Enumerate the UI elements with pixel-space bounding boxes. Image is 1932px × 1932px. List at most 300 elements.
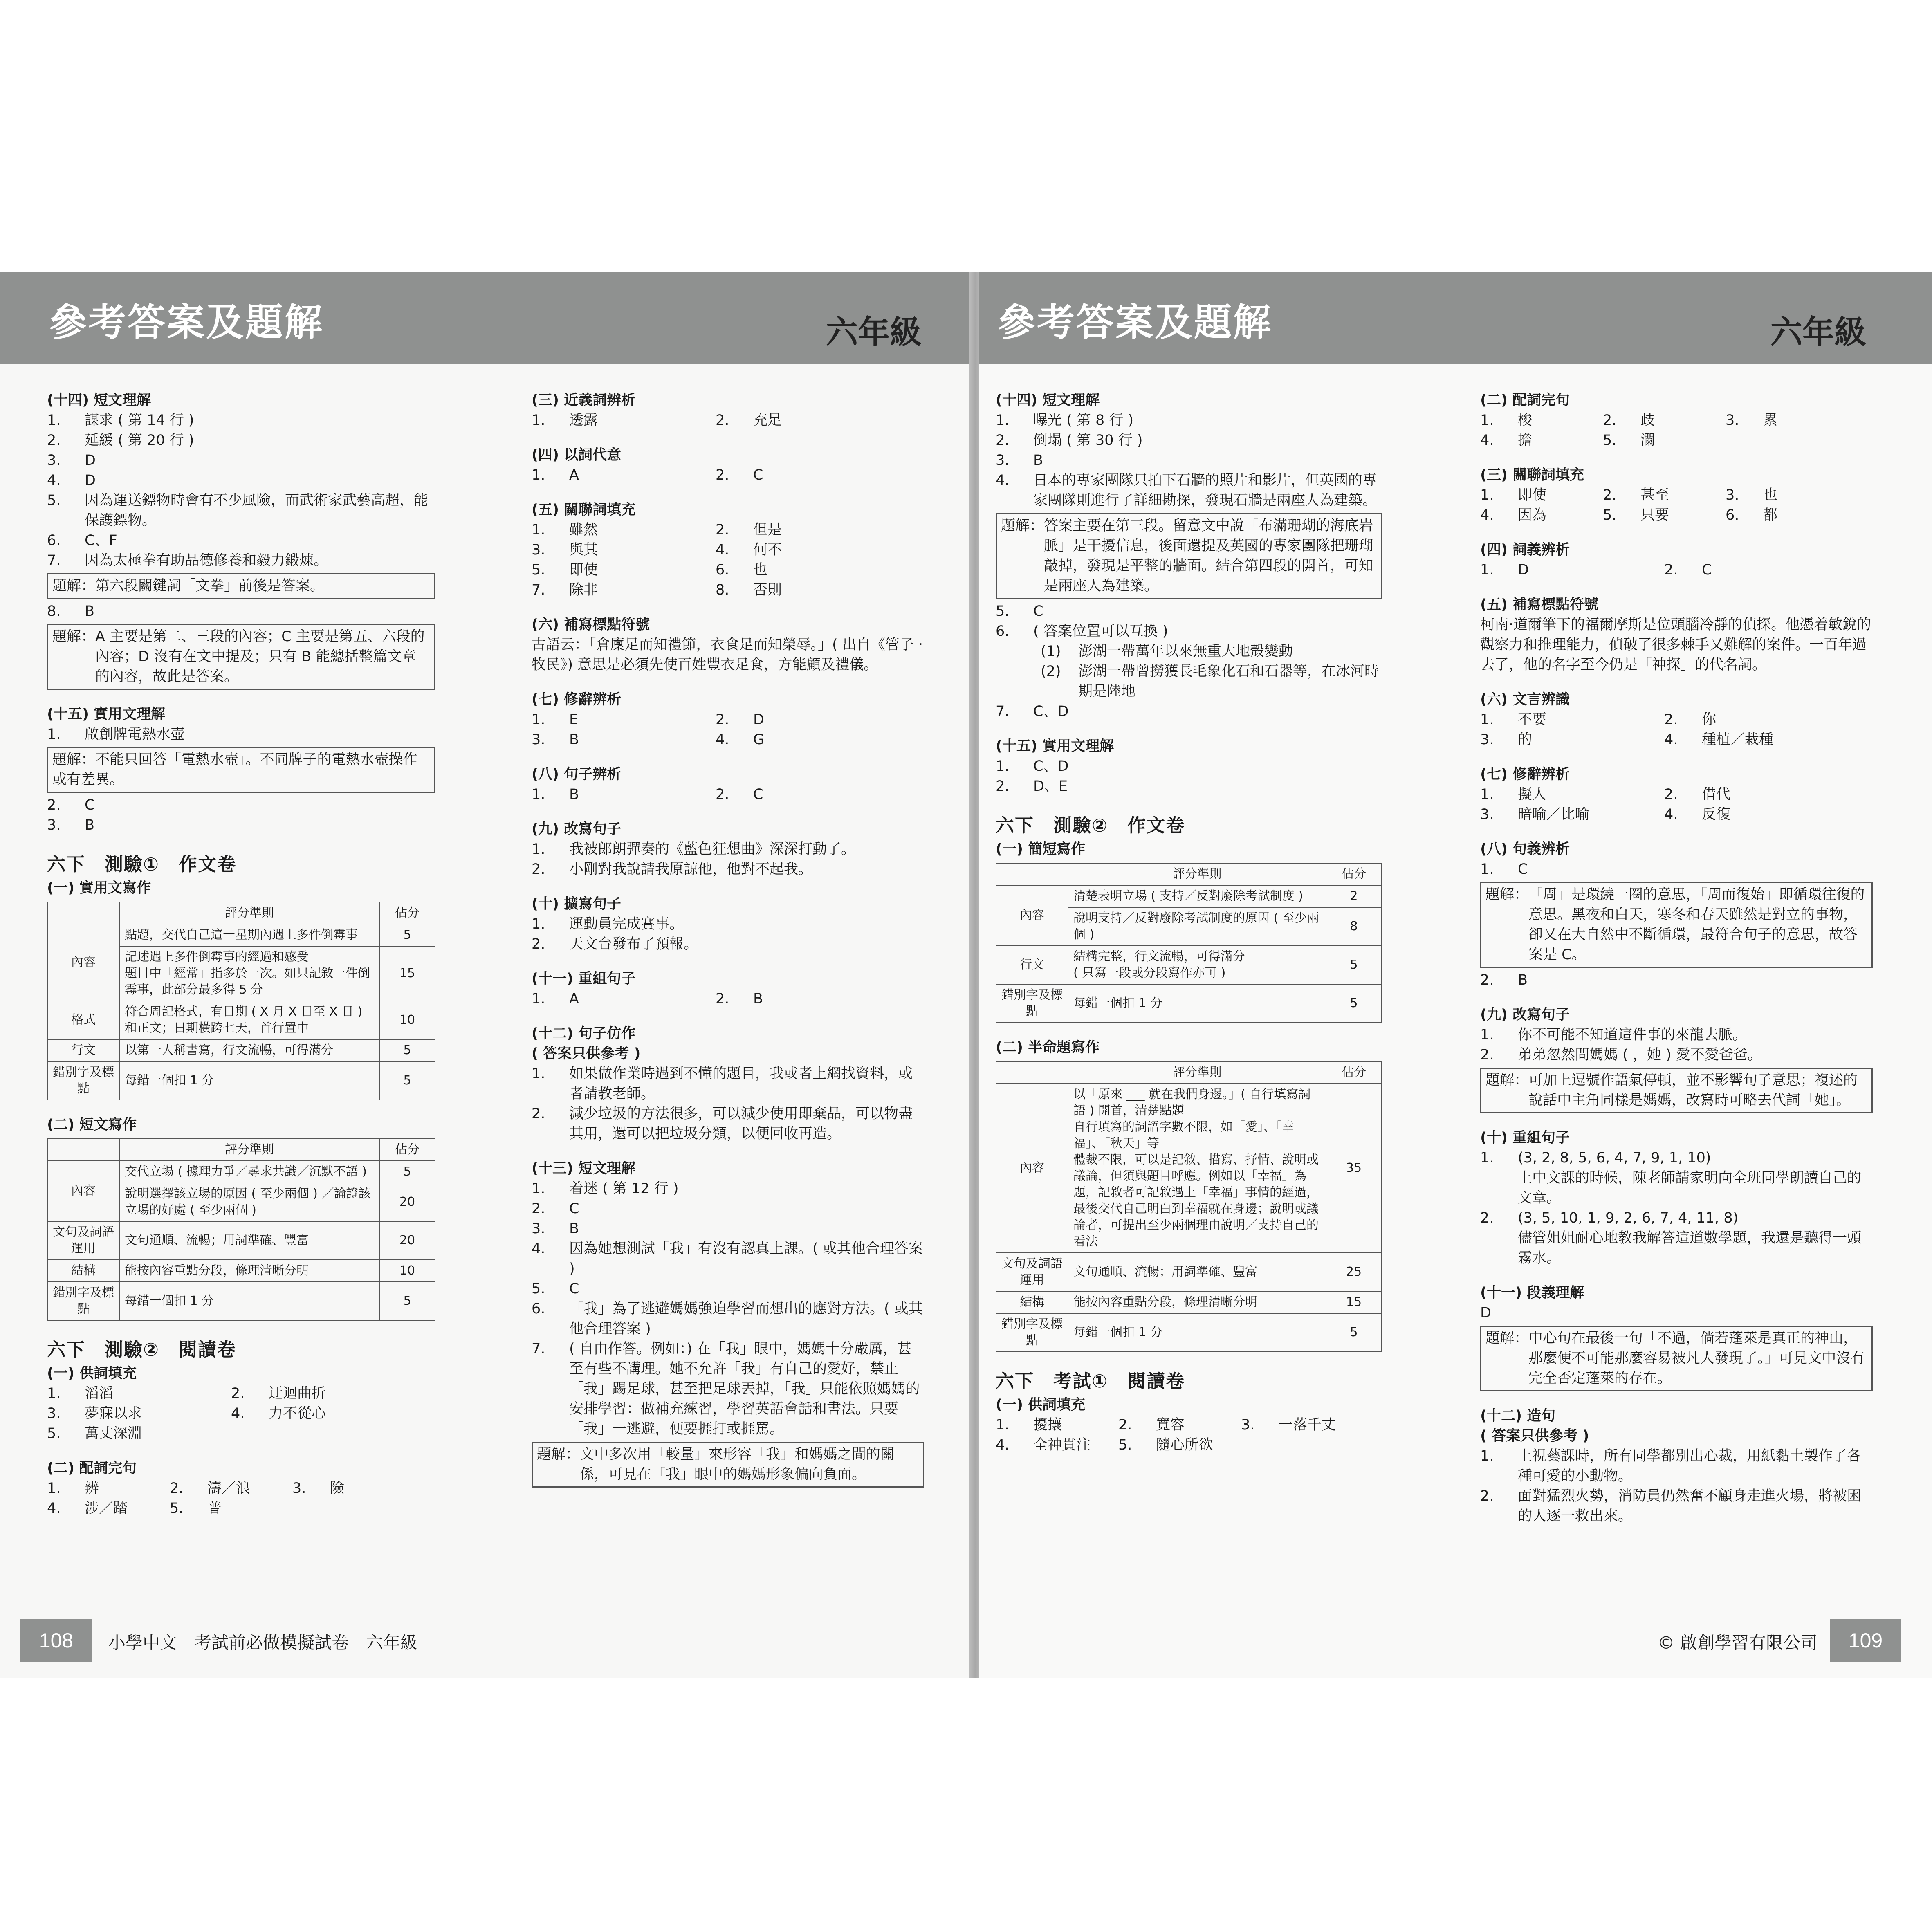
header-cell (996, 1061, 1068, 1084)
section-title: (十五) 實用文理解 (47, 706, 166, 723)
list-item (47, 1404, 231, 1424)
item-text: 澎湖一帶萬年以來無重大地殼變動 (1078, 643, 1293, 660)
item-number: 4. (1480, 432, 1494, 449)
item-number: 3. (532, 1221, 545, 1237)
item-text: C (85, 797, 95, 813)
criteria-cell: 能按內容重點分段，條理清晰分明 (1068, 1291, 1326, 1313)
item-number: 3. (47, 817, 61, 833)
part-title: 六下 測驗② 閱讀卷 (47, 1339, 237, 1360)
item-text: 除非 (569, 582, 598, 598)
item-text: C (569, 1281, 579, 1297)
list-item (532, 1339, 924, 1439)
answer-note (1480, 1326, 1873, 1391)
item-text: C (1702, 562, 1712, 578)
item-text: 夢寐以求 (85, 1405, 142, 1422)
list-item (1664, 730, 1848, 750)
item-text: 弟弟忽然問媽媽 ( ，她 ) 愛不愛爸爸。 (1518, 1047, 1762, 1063)
item-text: C (753, 467, 763, 483)
section-title: (七) 修辭辨析 (532, 691, 622, 708)
table-row (996, 885, 1382, 907)
section-title: (九) 改寫句子 (1480, 1007, 1570, 1023)
list-item (716, 710, 900, 730)
item-number: 5. (47, 492, 61, 509)
table-header-row (47, 1139, 435, 1161)
table-row (47, 1039, 435, 1061)
list-item (1726, 485, 1848, 505)
item-text: 的 (1518, 732, 1533, 748)
section-subtitle: ( 答案只供參考 ) (1480, 1428, 1589, 1444)
item-text: 一落千丈 (1279, 1417, 1336, 1433)
score-cell: 10 (379, 1001, 435, 1039)
item-number: 5. (532, 562, 545, 578)
criteria-cell: 說明選擇該立場的原因 ( 至少兩個 ) ／論證該立場的好處 ( 至少兩個 ) (119, 1183, 379, 1221)
item-number: 2. (996, 432, 1010, 449)
list-item (1480, 431, 1603, 451)
item-number: 1. (47, 726, 61, 743)
score-cell: 2 (1326, 885, 1382, 907)
item-text: 儘管姐姐耐心地教我解答這道數學題，我還是聽得一頭霧水。 (1518, 1230, 1862, 1266)
list-item (1480, 710, 1664, 730)
score-cell: 5 (379, 1282, 435, 1320)
item-text: (3, 2, 8, 5, 6, 4, 7, 9, 1, 10) (1518, 1150, 1711, 1166)
item-text: 滔滔 (85, 1385, 114, 1402)
item-number: 1. (532, 841, 545, 857)
grade-label: 六年級 (1770, 314, 1867, 351)
item-number: 1. (47, 1385, 61, 1402)
item-text: D (1518, 562, 1529, 578)
item-number: 2. (716, 467, 729, 483)
criteria-cell: 文句通順、流暢；用詞準確、豐富 (119, 1221, 379, 1260)
item-number: 4. (532, 1241, 545, 1257)
list-item (1480, 1025, 1873, 1045)
section-title: (三) 近義詞辨析 (532, 392, 636, 408)
section-title: (二) 配詞完句 (1480, 392, 1570, 408)
item-number: 1. (1480, 1448, 1494, 1464)
list-item (231, 1404, 415, 1424)
item-number: 8. (47, 603, 61, 619)
item-text: 涉／踏 (85, 1500, 128, 1517)
list-item (47, 451, 435, 471)
list-item (1041, 642, 1382, 662)
section-title: (一) 實用文寫作 (47, 880, 151, 896)
item-number: 6. (47, 532, 61, 549)
item-number: 7. (47, 552, 61, 569)
item-text: 着迷 ( 第 12 行 ) (569, 1180, 679, 1197)
list-item (532, 1299, 924, 1339)
category-cell: 文句及詞語運用 (996, 1253, 1068, 1291)
item-text: C (569, 1200, 579, 1217)
item-number: 1. (532, 522, 545, 538)
item-text: 累 (1763, 412, 1778, 429)
list-item (996, 601, 1382, 622)
section-title: (六) 文言辨識 (1480, 691, 1570, 708)
list-item (996, 471, 1382, 511)
rubric-table (47, 1138, 435, 1321)
item-text: 擾攘 (1033, 1417, 1062, 1433)
item-text: D (85, 472, 96, 489)
category-cell: 格式 (47, 1001, 119, 1039)
header-band (979, 272, 1932, 364)
item-text: 隨心所欲 (1156, 1437, 1214, 1453)
list-item (716, 785, 900, 805)
item-text: 減少垃圾的方法很多，可以減少使用即棄品，可以物盡其用，還可以把垃圾分類，以便回收再造。 (569, 1106, 913, 1142)
page-number: 109 (1830, 1619, 1901, 1662)
rubric-table (47, 902, 435, 1100)
item-number: 1. (1480, 412, 1494, 429)
item-number: 3. (292, 1480, 306, 1497)
answer-note (1480, 1068, 1873, 1113)
list-item (996, 431, 1382, 451)
answer-note (532, 1442, 924, 1488)
list-item (1480, 1208, 1873, 1228)
item-number: 1. (532, 412, 545, 429)
list-item (716, 540, 900, 560)
item-number: 2. (1118, 1417, 1132, 1433)
item-number: 1. (1480, 1027, 1494, 1043)
footer-right (1470, 1619, 1928, 1662)
list-item (47, 1384, 231, 1404)
section-title: (一) 供詞填充 (47, 1365, 137, 1382)
section-subtitle: ( 答案只供參考 ) (532, 1046, 641, 1062)
item-text: 上視藝課時，所有同學都別出心裁，用紙黏土製作了各種可愛的小動物。 (1518, 1448, 1862, 1484)
item-number: 4. (231, 1405, 245, 1422)
part-title: 六下 測驗② 作文卷 (996, 815, 1185, 836)
item-number: 7. (532, 582, 545, 598)
score-cell: 25 (1326, 1253, 1382, 1291)
item-text: 借代 (1702, 786, 1731, 803)
item-number: 4. (996, 472, 1010, 489)
rubric-table (996, 1061, 1382, 1352)
list-item (1480, 1148, 1873, 1168)
item-text: 天文台發布了預報。 (569, 936, 698, 952)
item-number: 2. (231, 1385, 245, 1402)
category-cell: 行文 (996, 946, 1068, 984)
criteria-cell: 每錯一個扣 1 分 (1068, 984, 1326, 1023)
item-text: C (753, 786, 763, 803)
item-number: 3. (47, 1405, 61, 1422)
note-label: 題解： (1001, 518, 1044, 534)
section-title: (二) 短文寫作 (47, 1117, 137, 1133)
score-cell: 35 (1326, 1084, 1382, 1253)
list-item (47, 1424, 231, 1444)
table-header-row (996, 1061, 1382, 1084)
table-header-row (47, 902, 435, 924)
rubric-table (996, 863, 1382, 1023)
item-text: 寬容 (1156, 1417, 1185, 1433)
item-number: 6. (716, 562, 729, 578)
item-number: 2. (716, 522, 729, 538)
section-title: (十一) 重組句子 (532, 971, 636, 987)
page-title: 參考答案及題解 (49, 301, 324, 344)
item-number: 3. (1480, 806, 1494, 823)
item-text: 因為她想測試「我」有沒有認真上課。( 或其他合理答案 ) (569, 1241, 923, 1277)
item-number: 1. (532, 916, 545, 932)
list-item (532, 914, 924, 934)
item-number: 3. (1726, 412, 1739, 429)
item-text: C、F (85, 532, 117, 549)
item-number: 3. (996, 452, 1010, 469)
section-title: (七) 修辭辨析 (1480, 766, 1570, 783)
item-number: 2. (532, 861, 545, 877)
list-item (996, 1415, 1118, 1435)
item-text: G (753, 732, 765, 748)
list-item (532, 710, 716, 730)
item-text: 辨 (85, 1480, 99, 1497)
table-row (996, 984, 1382, 1023)
list-item (532, 785, 716, 805)
item-number: 1. (1480, 487, 1494, 503)
list-item (47, 795, 435, 815)
item-text: C (1033, 603, 1043, 619)
item-text: 也 (753, 562, 768, 578)
score-cell: 5 (379, 1161, 435, 1183)
list-item (532, 1199, 924, 1219)
header-cell: 評分準則 (119, 902, 379, 924)
section-title: (二) 配詞完句 (47, 1460, 137, 1476)
list-item (532, 1219, 924, 1239)
item-number: 4. (1664, 732, 1678, 748)
item-text: 你 (1702, 711, 1717, 728)
item-number: (1) (1041, 643, 1061, 660)
list-item (1664, 805, 1848, 825)
item-text: C (1518, 861, 1528, 877)
item-number: 2. (996, 778, 1010, 794)
header-cell (996, 863, 1068, 885)
criteria-cell: 以「原來 ___ 就在我們身邊。」( 自行填寫詞語 ) 開首，清楚點題 自行填寫的詞語字數不限，如「愛」、「幸福」、「秋天」等 體裁不限，可以是記敘、描寫、抒情、說明或議論，但須與題目呼應。例如以「幸福」為題，記敘者可記敘遇上「幸福」事情的經過，最後交代自己明白到幸福就在身邊；說明或議論者，可提出至少兩個理由說明／支持自己的看法 (1068, 1084, 1326, 1253)
criteria-cell: 符合周記格式，有日期 ( X 月 X 日至 X 日 ) 和正文；日期橫跨七天，首行置中 (119, 1001, 379, 1039)
left-column-2 (532, 390, 924, 1490)
item-text: E (569, 711, 579, 728)
item-number: 2. (1664, 711, 1678, 728)
item-number: 1. (1480, 786, 1494, 803)
item-text: 延緩 ( 第 20 行 ) (85, 432, 194, 449)
item-number: 3. (1480, 732, 1494, 748)
item-number: 1. (996, 758, 1010, 774)
list-item (996, 451, 1382, 471)
item-text: 普 (207, 1500, 222, 1517)
item-number: 3. (532, 542, 545, 558)
category-cell: 文句及詞語運用 (47, 1221, 119, 1260)
category-cell: 內容 (996, 1084, 1068, 1253)
criteria-cell: 以第一人稱書寫，行文流暢，可得滿分 (119, 1039, 379, 1061)
item-text: B (569, 732, 579, 748)
item-number: 5. (1603, 432, 1617, 449)
list-item (47, 815, 435, 835)
note-text: A 主要是第二、三段的內容；C 主要是第五、六段的內容；D 沒有在文中提及；只有 B 能總括整篇文章的內容，故此是答案。 (95, 628, 425, 685)
table-row (47, 1001, 435, 1039)
table-row (996, 1313, 1382, 1352)
publisher-text: © 啟創學習有限公司 (1657, 1633, 1818, 1653)
item-text: 充足 (753, 412, 782, 429)
table-row (996, 1291, 1382, 1313)
score-cell: 5 (379, 924, 435, 946)
category-cell: 內容 (996, 885, 1068, 946)
criteria-cell: 每錯一個扣 1 分 (1068, 1313, 1326, 1352)
list-item (1664, 785, 1848, 805)
item-text: B (753, 991, 763, 1007)
section-title: (十三) 短文理解 (532, 1160, 636, 1177)
item-text: B (85, 817, 95, 833)
item-text: 小剛對我說請我原諒他，他對不起我。 (569, 861, 813, 877)
item-text: 但是 (753, 522, 782, 538)
item-text: 擔 (1518, 432, 1533, 449)
item-number: 1. (996, 412, 1010, 429)
list-item (1480, 730, 1664, 750)
item-number: 2. (716, 786, 729, 803)
section-title: (十) 重組句子 (1480, 1130, 1570, 1146)
item-text: 因為 (1518, 507, 1547, 523)
item-number: 2. (1480, 1047, 1494, 1063)
list-item (532, 934, 924, 954)
section-title: (十) 擴寫句子 (532, 896, 622, 912)
header-cell (47, 902, 119, 924)
list-item (170, 1479, 292, 1499)
score-cell: 20 (379, 1221, 435, 1260)
item-number: 1. (1480, 711, 1494, 728)
note-label: 題解： (1485, 886, 1529, 903)
item-text: B (85, 603, 95, 619)
list-item (47, 1479, 170, 1499)
list-item (1603, 431, 1726, 451)
list-item (1480, 1486, 1873, 1526)
list-item (1480, 411, 1603, 431)
item-text: 面對猛烈火勢，消防員仍然奮不顧身走進火場，將被困的人逐一救出來。 (1518, 1488, 1862, 1524)
category-cell: 結構 (47, 1260, 119, 1282)
section-title: (一) 供詞填充 (996, 1397, 1086, 1413)
list-item (47, 411, 435, 431)
right-column-1 (996, 390, 1382, 1455)
item-text: 都 (1763, 507, 1778, 523)
score-cell: 5 (379, 1061, 435, 1100)
answer-note (47, 624, 435, 690)
item-number: 5. (1603, 507, 1617, 523)
list-item (1118, 1415, 1241, 1435)
item-number: 2. (170, 1480, 184, 1497)
answer-note: 題解：第六段關鍵詞「文拳」前後是答案。 (47, 573, 435, 599)
list-item (716, 580, 900, 600)
section-title: (八) 句義辨析 (1480, 841, 1570, 857)
item-number: 6. (1726, 507, 1739, 523)
item-text: 濤／浪 (207, 1480, 251, 1497)
item-number: 2. (1480, 1488, 1494, 1504)
table-row (47, 1221, 435, 1260)
item-number: 1. (532, 1066, 545, 1082)
footer-left (20, 1619, 511, 1662)
list-item (1480, 1228, 1873, 1268)
item-text: B (1033, 452, 1043, 469)
table-row (47, 1260, 435, 1282)
table-row (47, 1161, 435, 1183)
list-item (716, 730, 900, 750)
list-item (532, 1064, 924, 1104)
item-text: 暗喻／比喻 (1518, 806, 1590, 823)
criteria-cell: 交代立場 ( 據理力爭／尋求共識／沉默不語 ) (119, 1161, 379, 1183)
item-number (1480, 1168, 1518, 1208)
category-cell: 內容 (47, 924, 119, 1001)
category-cell: 結構 (996, 1291, 1068, 1313)
item-number: 5. (1118, 1437, 1132, 1453)
item-text: B (1518, 972, 1528, 988)
item-number: 2. (1480, 972, 1494, 988)
note-text: 中心句在最後一句「不過，倘若蓬萊是真正的神山，那麼便不可能那麼容易被凡人發現了。」可見文中沒有完全否定蓬萊的存在。 (1528, 1330, 1865, 1387)
score-cell: 20 (379, 1183, 435, 1221)
answer-note: 題解：不能只回答「電熱水壺」。不同牌子的電熱水壺操作或有差異。 (47, 747, 435, 793)
item-text: 瀾 (1640, 432, 1655, 449)
criteria-cell: 點題，交代自己這一星期內遇上多件倒霉事 (119, 924, 379, 946)
item-text: 全神貫注 (1033, 1437, 1091, 1453)
item-number: 2. (716, 991, 729, 1007)
list-item (716, 465, 900, 485)
item-number: 2. (1603, 412, 1617, 429)
item-text: 「我」為了逃避媽媽強迫學習而想出的應對方法。( 或其他合理答案 ) (569, 1301, 923, 1337)
table-header-row (996, 863, 1382, 885)
list-item (1041, 662, 1382, 702)
criteria-cell: 說明支持／反對廢除考試制度的原因 ( 至少兩個 ) (1068, 907, 1326, 946)
score-cell: 5 (379, 1039, 435, 1061)
item-text: 反復 (1702, 806, 1731, 823)
table-row (47, 924, 435, 946)
item-text: 力不從心 (269, 1405, 326, 1422)
right-page (979, 272, 1932, 1678)
list-item (1603, 411, 1726, 431)
list-item (532, 465, 716, 485)
list-item (1480, 805, 1664, 825)
list-item (532, 520, 716, 540)
item-number: 2. (532, 1106, 545, 1122)
item-number: 2. (532, 936, 545, 952)
category-cell: 錯別字及標點 (47, 1282, 119, 1320)
right-column-2 (1480, 390, 1873, 1526)
list-item (532, 1239, 924, 1279)
item-text: 何不 (753, 542, 782, 558)
list-item (1480, 785, 1664, 805)
section-title: (十一) 段義理解 (1480, 1285, 1584, 1301)
category-cell: 錯別字及標點 (996, 984, 1068, 1023)
item-text: 梭 (1518, 412, 1533, 429)
header-cell: 佔分 (379, 902, 435, 924)
paragraph-text: 古語云：「倉廩足而知禮節，衣食足而知榮辱。」( 出自《管子 ‧ 牧民》) 意思是必須先使百姓豐衣足食，方能顧及禮儀。 (532, 637, 923, 673)
item-text: 倒塌 ( 第 30 行 ) (1033, 432, 1143, 449)
item-number: 1. (532, 467, 545, 483)
section-title: (十四) 短文理解 (996, 392, 1100, 408)
item-number: 4. (716, 732, 729, 748)
item-text: 不要 (1518, 711, 1547, 728)
page-number: 108 (20, 1619, 92, 1662)
header-cell: 評分準則 (1068, 863, 1326, 885)
item-text: 歧 (1640, 412, 1655, 429)
list-item (716, 520, 900, 540)
item-text: 即使 (569, 562, 598, 578)
note-label: 題解： (1485, 1330, 1529, 1346)
list-item (170, 1499, 292, 1519)
item-text: C、D (1033, 703, 1069, 720)
list-item (1726, 411, 1848, 431)
item-text: 否則 (753, 582, 782, 598)
header-cell: 評分準則 (1068, 1061, 1326, 1084)
item-number: 3. (532, 732, 545, 748)
item-text: B (569, 786, 579, 803)
section-title: (八) 句子辨析 (532, 766, 622, 783)
item-number: 4. (47, 472, 61, 489)
item-text: 謀求 ( 第 14 行 ) (85, 412, 194, 429)
table-row (47, 1282, 435, 1320)
item-number: 3. (47, 452, 61, 469)
note-text: 答案主要在第三段。留意文中說「布滿珊瑚的海底岩脈」是干擾信息，後面還提及英國的專家團隊把珊瑚敲掉，發現是平整的牆面。結合第四段的開首，可知是兩座人為建築。 (1044, 518, 1373, 594)
criteria-cell: 結構完整，行文流暢，可得滿分 ( 只寫一段或分段寫作亦可 ) (1068, 946, 1326, 984)
grade-label: 六年級 (826, 314, 922, 351)
part-title: 六下 測驗① 作文卷 (47, 853, 237, 875)
score-cell: 5 (1326, 946, 1382, 984)
